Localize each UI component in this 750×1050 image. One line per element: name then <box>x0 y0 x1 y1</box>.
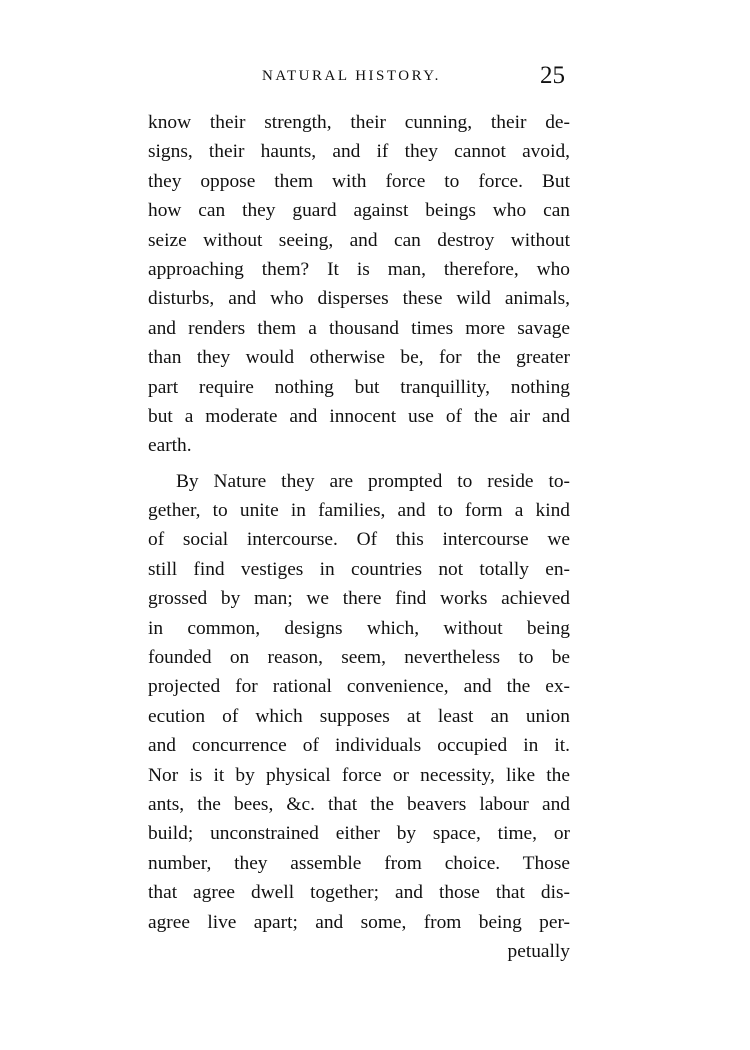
text-line: how can they guard against beings who can <box>148 200 570 222</box>
text-line: but a moderate and innocent use of the air and <box>148 405 570 427</box>
text-line: seize without seeing, and can destroy without <box>148 229 570 251</box>
running-title: NATURAL HISTORY. <box>262 68 441 84</box>
text-line: approaching them? It is man, therefore, who <box>148 258 570 280</box>
text-line: gether, to unite in families, and to form a kind <box>148 500 570 522</box>
text-line: know their strength, their cunning, their de- <box>148 112 570 133</box>
body-text <box>148 108 570 966</box>
paragraph-2 <box>148 467 570 937</box>
text-line: grossed by man; we there find works achieved <box>148 588 570 610</box>
text-line: earth. <box>148 435 192 457</box>
text-line: and concurrence of individuals occupied in it. <box>148 735 570 757</box>
text-line: number, they assemble from choice. Those <box>148 852 570 874</box>
text-line: that agree dwell together; and those that dis- <box>148 882 570 904</box>
text-line: still find vestiges in countries not totally en- <box>148 558 570 580</box>
text-line: ecution of which supposes at least an union <box>148 705 570 727</box>
text-line: part require nothing but tranquillity, nothing <box>148 376 570 398</box>
text-line: Nor is it by physical force or necessity, like the <box>148 764 570 786</box>
text-line: agree live apart; and some, from being per- <box>148 911 570 933</box>
page-number: 25 <box>540 62 565 89</box>
text-line: build; unconstrained either by space, time, or <box>148 823 570 845</box>
text-line: they oppose them with force to force. But <box>148 170 570 192</box>
text-line: and renders them a thousand times more savage <box>148 317 570 339</box>
text-line: ants, the bees, &c. that the beavers labour and <box>148 793 570 815</box>
catchword: petually <box>507 940 570 962</box>
text-line: By Nature they are prompted to reside to- <box>176 470 570 492</box>
text-line: of social intercourse. Of this intercourse we <box>148 529 570 551</box>
text-line: founded on reason, seem, nevertheless to be <box>148 647 570 669</box>
text-line: disturbs, and who disperses these wild animals, <box>148 288 570 310</box>
text-line: signs, their haunts, and if they cannot avoid, <box>148 141 570 163</box>
text-line: in common, designs which, without being <box>148 617 570 639</box>
paragraph-1 <box>148 108 570 461</box>
text-line: than they would otherwise be, for the greater <box>148 347 570 369</box>
text-line: projected for rational convenience, and the ex- <box>148 676 570 698</box>
